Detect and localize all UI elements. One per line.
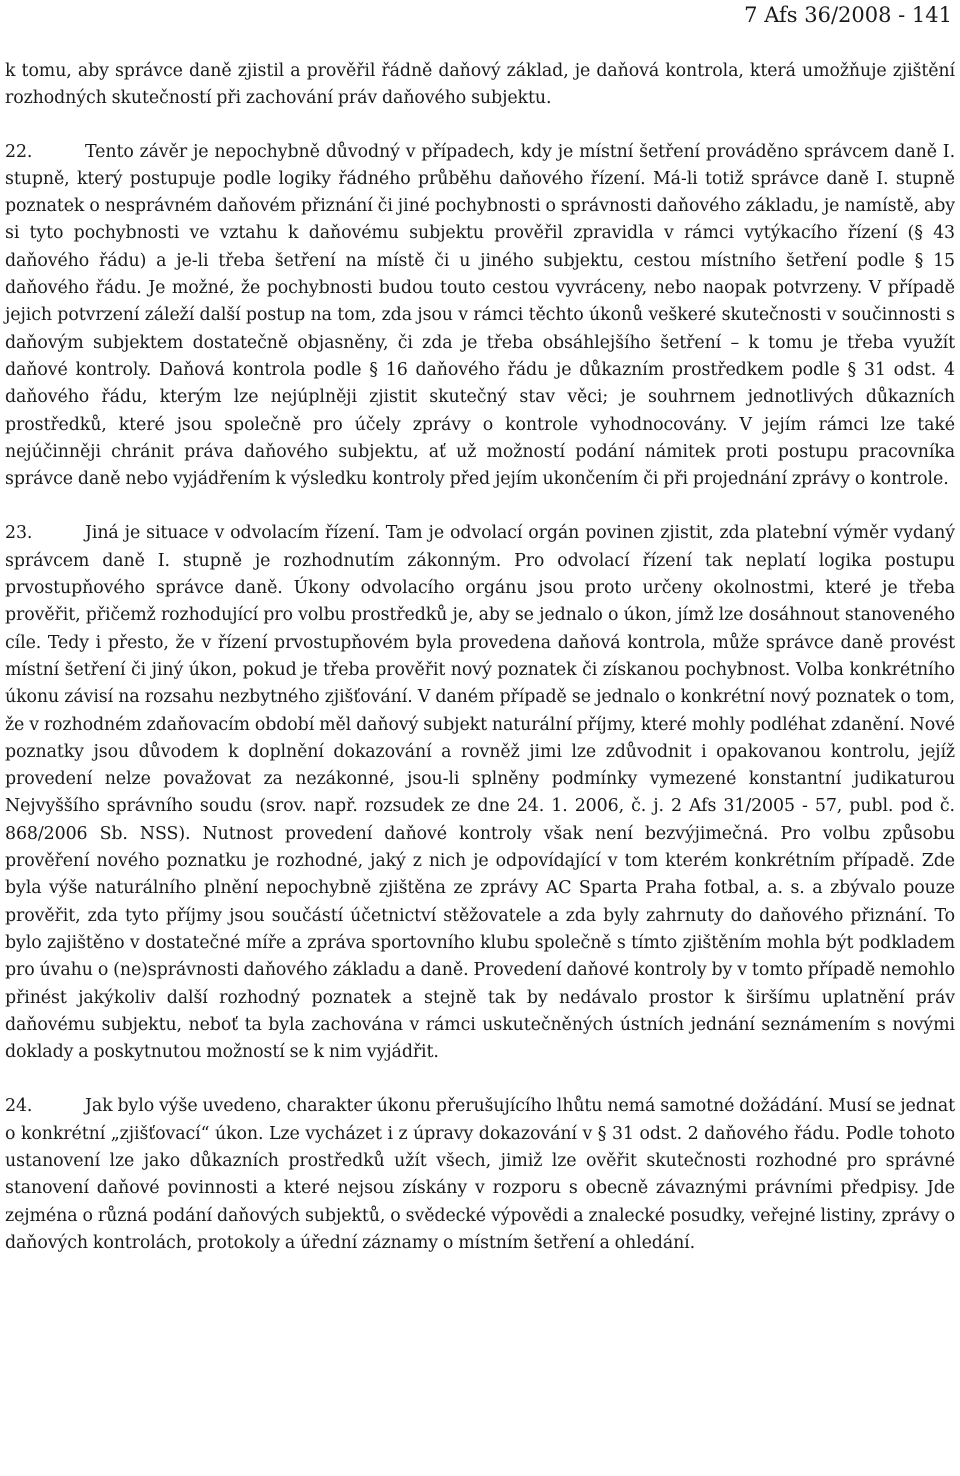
paragraph-text: Tento závěr je nepochybně důvodný v případech, kdy je místní šetření prováděno správcem daně I. stupně, který postupuje podle logiky řádného průběhu daňového řízení. Má-li totiž správce daně I. stupně poznatek o nesprávném daňovém přiznání či jiné pochybnosti o správnosti daňového základu, je namístě, aby si tyto pochybnosti ve vztahu k daňovému subjektu prověřil zpravidla v rámci vytýkacího řízení (§ 43 daňového řádu) a je-li třeba šetření na místě či u jiného subjektu, cestou místního šetření podle § 15 daňového řádu. Je možné, že pochybnosti budou touto cestou vyvráceny, nebo naopak potvrzeny. V případě jejich potvrzení záleží další postup na tom, zda jsou v rámci těchto úkonů veškeré skutečnosti v součinnosti s daňovým subjektem dostatečně objasněny, či zda je třeba obsáhlejšího šetření – k tomu je třeba využít daňové kontroly. Daňová kontrola podle § 16 daňového řádu je důkazním prostředkem podle § 31 odst. 4 daňového řádu, kterým lze nejúplněji zjistit skutečný stav věci; je souhrnem jednotlivých důkazních prostředků, které jsou společně pro účely zprávy o kontrole vyhodnocovány. V jejím rámci lze také nejúčinněji chránit práva daňového subjektu, ať už možností podání námitek proti postupu pracovníka správce daně nebo vyjádřením k výsledku kontroly před jejím ukončením či při projednání zprávy o kontrole. <box>5 141 955 490</box>
paragraph-text: Jiná je situace v odvolacím řízení. Tam je odvolací orgán povinen zjistit, zda platební výměr vydaný správcem daně I. stupně je rozhodnutím zákonným. Pro odvolací řízení tak neplatí logika postupu prvostupňového správce daně. Úkony odvolacího orgánu jsou proto určeny okolnostmi, které je třeba prověřit, přičemž rozhodující pro volbu prostředků je, aby se jednalo o úkon, jímž lze dosáhnout stanoveného cíle. Tedy i přesto, že v řízení prvostupňovém byla provedena daňová kontrola, může správce daně provést místní šetření či jiný úkon, pokud je třeba prověřit nový poznatek či získanou pochybnost. Volba konkrétního úkonu závisí na rozsahu nezbytného zjišťování. V daném případě se jednalo o konkrétní nový poznatek o tom, že v rozhodném zdaňovacím období měl daňový subjekt naturální příjmy, které mohly podléhat zdanění. Nové poznatky jsou důvodem k doplnění dokazování a rovněž jimi lze zdůvodnit i opakovanou kontrolu, jejíž provedení nelze považovat za nezákonné, jsou-li splněny podmínky vymezené konstantní judikaturou Nejvyššího správního soudu (srov. např. rozsudek ze dne 24. 1. 2006, č. j. 2 Afs 31/2005 - 57, publ. pod č. 868/2006 Sb. NSS). Nutnost provedení daňové kontroly však není bezvýjimečná. Pro volbu způsobu prověření nového poznatku je rozhodné, jaký z nich je odpovídající v tom kterém konkrétním případě. Zde byla výše naturálního plnění nepochybně zjištěna ze zprávy AC Sparta Praha fotbal, a. s. a zbývalo pouze prověřit, zda tyto příjmy jsou součástí účetnictví stěžovatele a zda byly zahrnuty do daňového přiznání. To bylo zajištěno v dostatečné míře a zpráva sportovního klubu společně s tímto zjištěním mohla být podkladem pro úvahu o (ne)správnosti daňového základu a daně. Provedení daňové kontroly by v tomto případě nemohlo přinést jakýkoliv další rozhodný poznatek a stejně tak by nedávalo prostor k širšímu uplatnění práv daňovému subjektu, neboť ta byla zachována v rámci uskutečněných ústních jednání seznámením s novými doklady a poskytnutou možností se k nim vyjádřit. <box>5 523 955 1063</box>
paragraph-gap <box>5 493 955 520</box>
paragraph-gap <box>5 113 955 139</box>
paragraph-23 <box>5 520 955 1066</box>
paragraph-24 <box>5 1093 955 1257</box>
page-reference: 7 Afs 36/2008 - 141 <box>744 3 952 27</box>
paragraph-22 <box>5 139 955 494</box>
paragraph-intro: k tomu, aby správce daně zjistil a prověřil řádně daňový základ, je daňová kontrola, která umožňuje zjištění rozhodných skutečností při zachování práv daňového subjektu. <box>5 61 955 109</box>
paragraph-gap <box>5 1066 955 1093</box>
paragraph-number: 24. <box>5 1096 33 1117</box>
paragraph-number: 23. <box>5 523 33 544</box>
paragraph-number: 22. <box>5 141 33 162</box>
paragraph-text: Jak bylo výše uvedeno, charakter úkonu přerušujícího lhůtu nemá samotné dožádání. Musí se jednat o konkrétní „zjišťovací“ úkon. Lze vycházet i z úpravy dokazování v § 31 odst. 2 daňového řádu. Podle tohoto ustanovení lze jako důkazních prostředků užít všech, jimiž lze ověřit skutečnosti rozhodné pro správné stanovení daňové povinnosti a které nejsou získány v rozporu s obecně závaznými právními předpisy. Jde zejména o různá podání daňových subjektů, o svědecké výpovědi a znalecké posudky, veřejné listiny, zprávy o daňových kontrolách, protokoly a úřední záznamy o místním šetření a ohledání. <box>5 1096 955 1253</box>
document-body <box>5 58 955 1257</box>
